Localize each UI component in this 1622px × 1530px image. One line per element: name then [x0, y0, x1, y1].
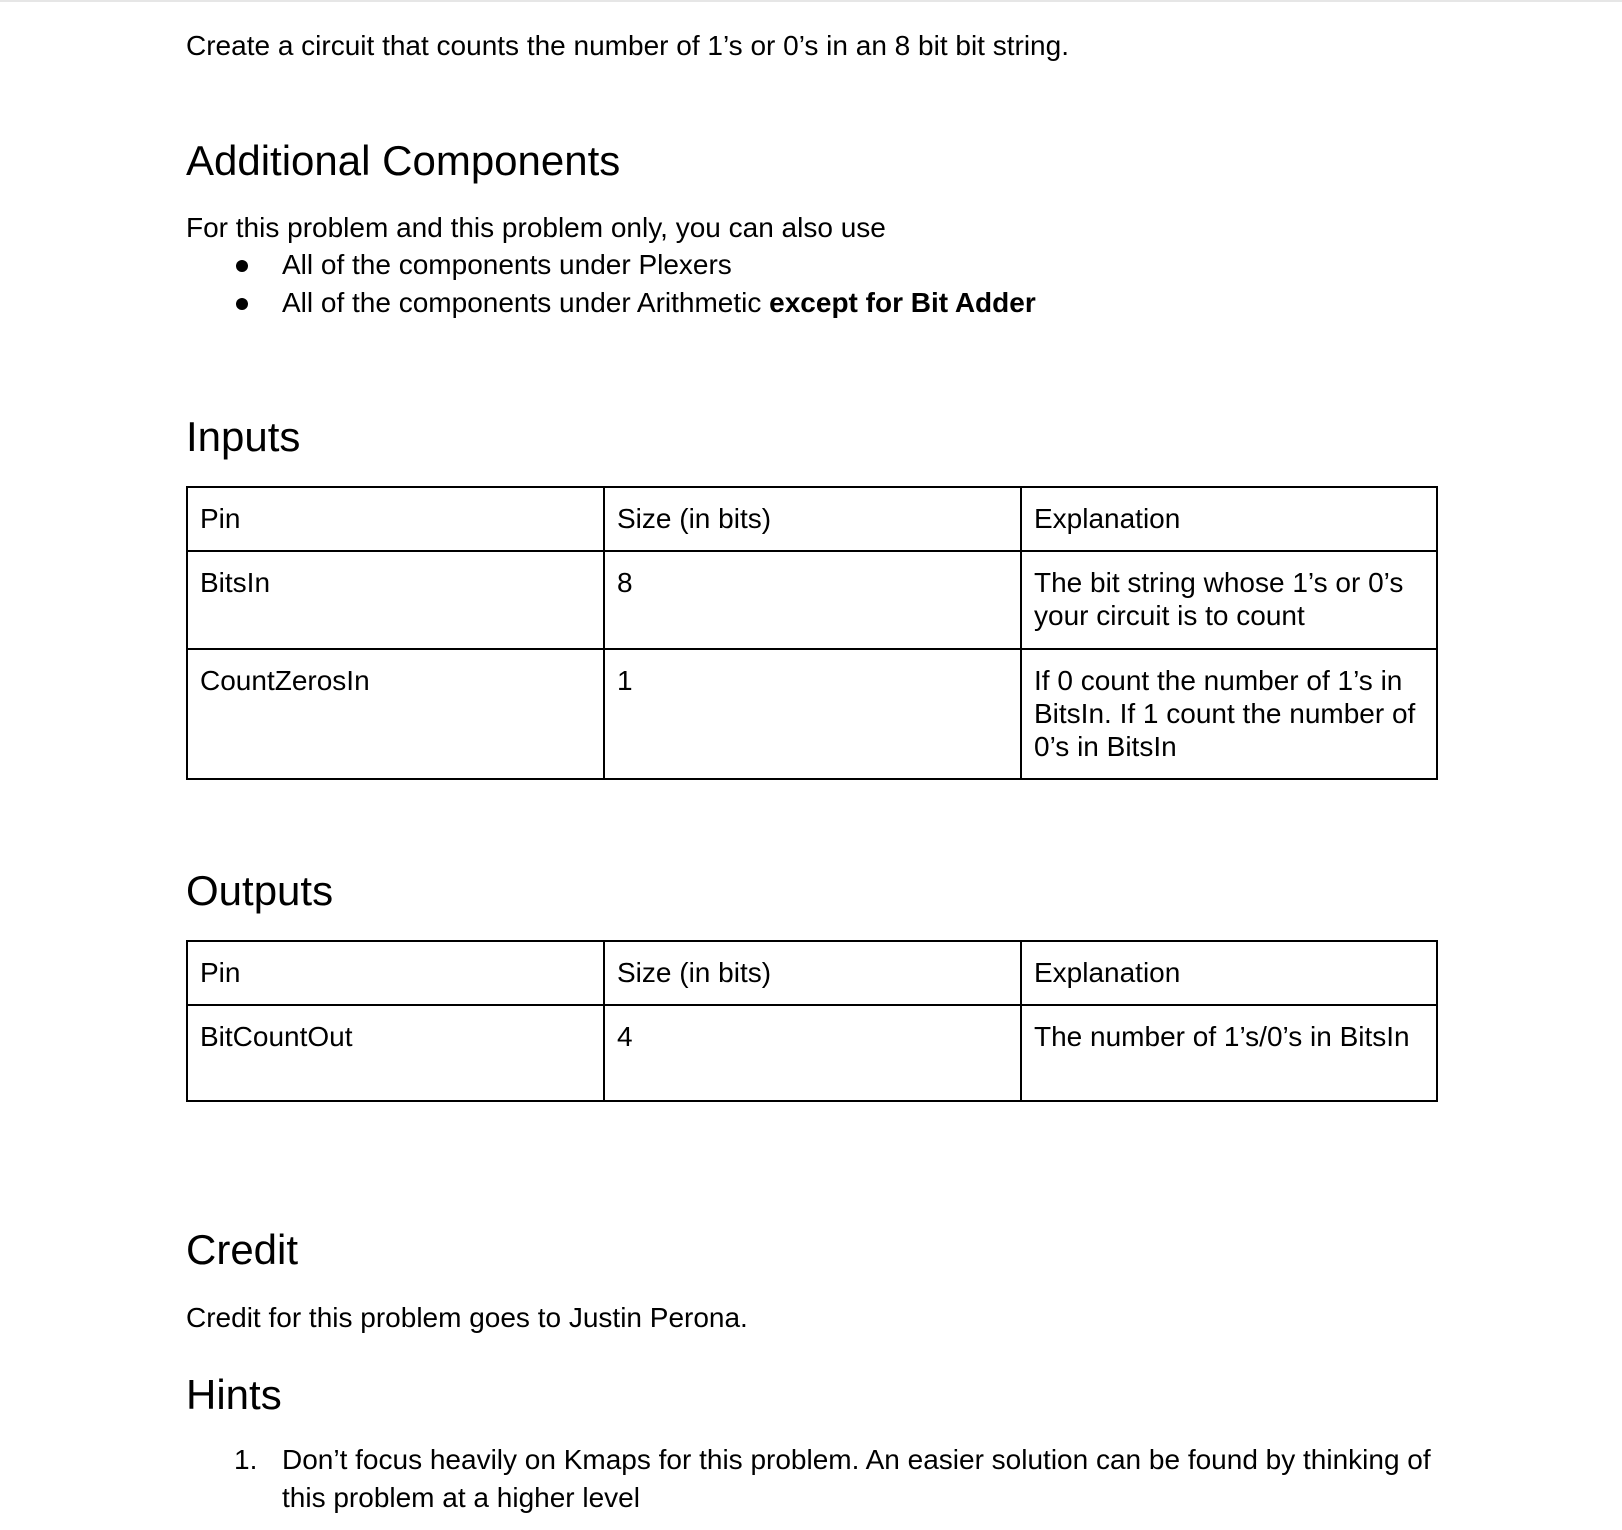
- additional-components-heading: Additional Components: [186, 137, 621, 184]
- hints-heading: Hints: [186, 1371, 282, 1418]
- cell-size: 1: [604, 649, 1021, 779]
- hints-list: [186, 1441, 1442, 1517]
- cell-pin: BitCountOut: [187, 1005, 604, 1101]
- list-item: [186, 284, 1036, 322]
- header-cell-size: Size (in bits): [604, 487, 1021, 551]
- list-item: [186, 246, 1036, 284]
- cell-pin: CountZerosIn: [187, 649, 604, 779]
- additional-components-lead: For this problem and this problem only, you can also use: [186, 212, 886, 243]
- list-number: 1.: [234, 1444, 258, 1475]
- table-row: [187, 1005, 1437, 1101]
- list-item: [186, 1441, 1442, 1517]
- additional-components-list: [186, 246, 1036, 322]
- inputs-heading: Inputs: [186, 413, 301, 460]
- header-cell-explanation: Explanation: [1021, 487, 1437, 551]
- header-cell-pin: Pin: [187, 941, 604, 1005]
- header-cell-size: Size (in bits): [604, 941, 1021, 1005]
- outputs-heading: Outputs: [186, 867, 334, 914]
- header-cell-pin: Pin: [187, 487, 604, 551]
- table-header-row: [187, 487, 1437, 551]
- bullet-icon: [236, 298, 248, 310]
- bullet-text: All of the components under Plexers: [282, 249, 732, 280]
- bullet-icon: [236, 260, 248, 272]
- cell-explanation: The bit string whose 1’s or 0’s your circuit is to count: [1021, 551, 1437, 649]
- hint-text: Don’t focus heavily on Kmaps for this problem. An easier solution can be found by thinking of this problem at a higher level: [282, 1444, 1431, 1513]
- outputs-table: [186, 940, 1438, 1102]
- cell-size: 4: [604, 1005, 1021, 1101]
- header-cell-explanation: Explanation: [1021, 941, 1437, 1005]
- table-row: [187, 649, 1437, 779]
- cell-explanation: If 0 count the number of 1’s in BitsIn. If 1 count the number of 0’s in BitsIn: [1021, 649, 1437, 779]
- cell-size: 8: [604, 551, 1021, 649]
- table-row: [187, 551, 1437, 649]
- cut-off-title: [790, 0, 1070, 2]
- intro-paragraph: Create a circuit that counts the number of 1’s or 0’s in an 8 bit bit string.: [186, 30, 1069, 61]
- inputs-table: [186, 486, 1438, 780]
- credit-heading: Credit: [186, 1226, 299, 1273]
- bullet-text: All of the components under Arithmetic: [282, 287, 770, 318]
- cell-explanation: The number of 1’s/0’s in BitsIn: [1021, 1005, 1437, 1101]
- cell-pin: BitsIn: [187, 551, 604, 649]
- credit-text: Credit for this problem goes to Justin Perona.: [186, 1302, 748, 1333]
- table-header-row: [187, 941, 1437, 1005]
- bullet-bold-text: except for Bit Adder: [769, 287, 1036, 318]
